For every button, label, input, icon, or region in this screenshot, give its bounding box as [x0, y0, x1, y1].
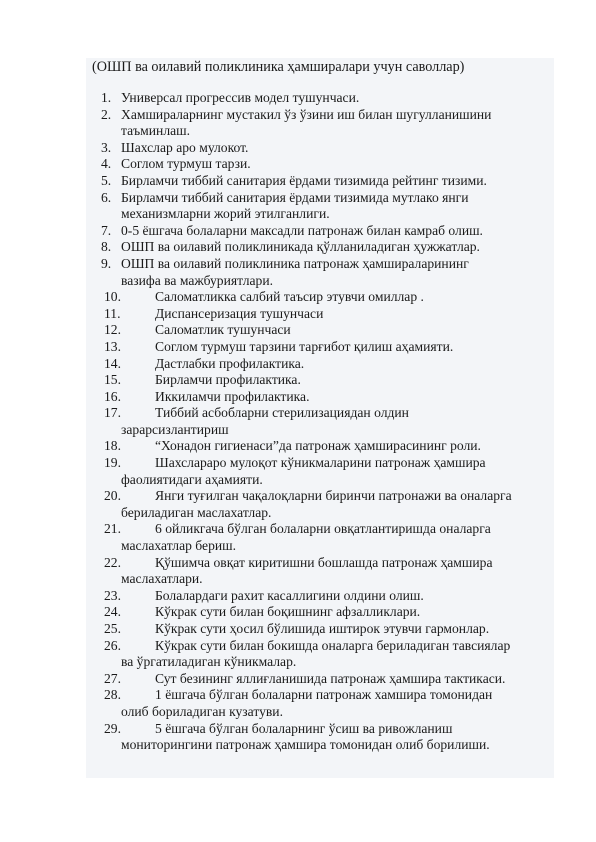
list-item	[0, 90, 596, 107]
list-item	[0, 405, 596, 438]
list-item-number: 14.	[104, 355, 121, 371]
list-item-text: Шахслараро мулоқот кўникмаларини патронаж ҳамшира	[155, 455, 486, 471]
list-item-number: 24.	[104, 604, 121, 620]
list-item-number: 21.	[104, 521, 121, 537]
list-item-text: Кўкрак сути ҳосил бўлишида иштирок этувчи гармонлар.	[155, 621, 490, 636]
list-item	[0, 190, 596, 223]
list-item	[0, 356, 596, 373]
list-item	[0, 687, 596, 720]
list-item-text: Қўшимча овқат киритишни бошлашда патронаж ҳамшира	[155, 554, 493, 570]
list-item-text: Диспансеризация тушунчаси	[155, 305, 324, 321]
list-item-number: 6.	[101, 189, 112, 205]
list-item-number: 22.	[104, 554, 121, 570]
list-item-text: Сут безининг яллиғланишида патронаж ҳамшира тактикаси.	[155, 670, 506, 686]
list-item-number: 8.	[101, 239, 112, 255]
list-item-number: 29.	[104, 720, 121, 736]
list-item-number: 10.	[104, 289, 121, 305]
list-item-text: Хамшираларнинг мустакил ўз ўзини иш билан шугулланишини	[121, 106, 492, 122]
list-item-text: Саломатликка салбий таъсир этувчи омиллар .	[155, 289, 424, 305]
list-item-number: 25.	[104, 621, 121, 636]
list-item-text: 0-5 ёшгача болаларни максадли патронаж билан камраб олиш.	[121, 222, 483, 238]
list-item-number: 13.	[104, 338, 121, 354]
list-item-text: “Хонадон гигиенаси”да патронаж ҳамширасининг роли.	[155, 438, 481, 454]
list-item-text: Шахслар аро мулокот.	[121, 139, 249, 155]
list-item-text: Соглом турмуш тарзи.	[121, 156, 251, 172]
list-item-text: 1 ёшгача бўлган болаларни патронаж хамшира томонидан	[155, 687, 493, 703]
list-item-number: 4.	[101, 156, 112, 172]
list-item-text: Янги туғилган чақалоқларни биринчи патронажи ва оналарга	[155, 488, 512, 504]
list-item-number: 18.	[104, 438, 121, 454]
list-item-number: 19.	[104, 455, 121, 471]
list-item	[0, 239, 596, 256]
list-item-text: 6 ойликгача бўлган болаларни овқатлантиришда оналарга	[155, 521, 491, 537]
list-item-number: 11.	[104, 305, 121, 321]
list-item-number: 12.	[104, 322, 121, 338]
list-item	[0, 289, 596, 306]
list-item-text: Бирламчи тиббий санитария ёрдами тизимида мутлако янги	[121, 189, 469, 205]
list-item	[0, 638, 596, 671]
list-item-text-continued: зарарсизлантириш	[121, 421, 229, 437]
list-item	[0, 621, 596, 638]
list-item-number: 16.	[104, 388, 121, 404]
list-item	[0, 223, 596, 240]
list-item-text: Иккиламчи профилактика.	[155, 388, 310, 404]
list-item-text-continued: ва ўргатиладиган кўникмалар.	[121, 654, 297, 670]
list-item-number: 17.	[104, 405, 121, 421]
list-item-number: 9.	[101, 255, 112, 271]
list-item	[0, 671, 596, 688]
list-item-text: ОШП ва оилавий поликлиника патронаж ҳамшираларининг	[121, 255, 469, 271]
list-item-text: Кўкрак сути билан боқишнинг афзалликлари.	[155, 604, 421, 620]
list-item-number: 5.	[101, 172, 112, 188]
list-item-text: Бирламчи тиббий санитария ёрдами тизимида рейтинг тизими.	[121, 172, 487, 188]
list-item	[0, 107, 596, 140]
list-item-text-continued: механизмларни жорий этилганлиги.	[121, 206, 330, 222]
list-item	[0, 604, 596, 621]
list-item	[0, 339, 596, 356]
list-item-number: 20.	[104, 488, 121, 504]
list-item	[0, 389, 596, 406]
list-item	[0, 721, 596, 754]
list-item-text: Болалардаги рахит касаллигини олдини олиш.	[155, 587, 424, 603]
list-item-text-continued: мониторингини патронаж ҳамшира томонидан олиб борилиши.	[121, 737, 490, 753]
list-item-text: ОШП ва оилавий поликлиникада қўлланиладиган ҳужжатлар.	[121, 239, 480, 255]
list-item-text: Универсал прогрессив модел тушунчаси.	[121, 90, 360, 105]
list-item-number: 2.	[101, 106, 112, 122]
list-item-number: 3.	[101, 139, 112, 155]
list-item-text-continued: фаолиятидаги аҳамияти.	[121, 471, 263, 487]
list-item	[0, 438, 596, 455]
list-item-text-continued: таъминлаш.	[121, 123, 191, 139]
list-item-text: Дастлабки профилактика.	[155, 355, 305, 371]
list-item	[0, 455, 596, 488]
list-item	[0, 173, 596, 190]
question-list	[0, 90, 596, 754]
list-item-text-continued: олиб бориладиган кузатуви.	[121, 703, 283, 719]
list-item-text-continued: маслахатлари.	[121, 571, 203, 587]
list-item-text: Тиббий асбобларни стерилизациядан олдин	[155, 405, 409, 421]
list-item	[0, 140, 596, 157]
list-item-text-continued: бериладиган маслахатлар.	[121, 504, 272, 520]
list-item	[0, 306, 596, 323]
list-item-text-continued: маслахатлар бериш.	[121, 538, 237, 554]
list-item-text: Саломатлик тушунчаси	[155, 322, 291, 338]
list-item-number: 1.	[101, 90, 112, 105]
list-item	[0, 488, 596, 521]
list-item	[0, 322, 596, 339]
list-item-text: Соглом турмуш тарзини тарғибот қилиш аҳамияти.	[155, 338, 454, 354]
list-item	[0, 372, 596, 389]
list-item-number: 27.	[104, 670, 121, 686]
list-item-number: 28.	[104, 687, 121, 703]
list-item-text: 5 ёшгача бўлган болаларнинг ўсиш ва ривожланиш	[155, 720, 453, 736]
document-title: (ОШП ва оилавий поликлиника ҳамширалари учун саволлар)	[92, 59, 465, 75]
list-item-text-continued: вазифа ва мажбуриятлари.	[121, 272, 273, 288]
list-item	[0, 588, 596, 605]
list-item-text: Бирламчи профилактика.	[155, 372, 301, 388]
list-item-number: 23.	[104, 587, 121, 603]
list-item-number: 26.	[104, 637, 121, 653]
list-item	[0, 156, 596, 173]
list-item-number: 7.	[101, 222, 112, 238]
list-item	[0, 555, 596, 588]
list-item-number: 15.	[104, 372, 121, 388]
list-item	[0, 256, 596, 289]
list-item	[0, 521, 596, 554]
list-item-text: Кўкрак сути билан бокишда оналарга бериладиган тавсиялар	[155, 637, 511, 653]
